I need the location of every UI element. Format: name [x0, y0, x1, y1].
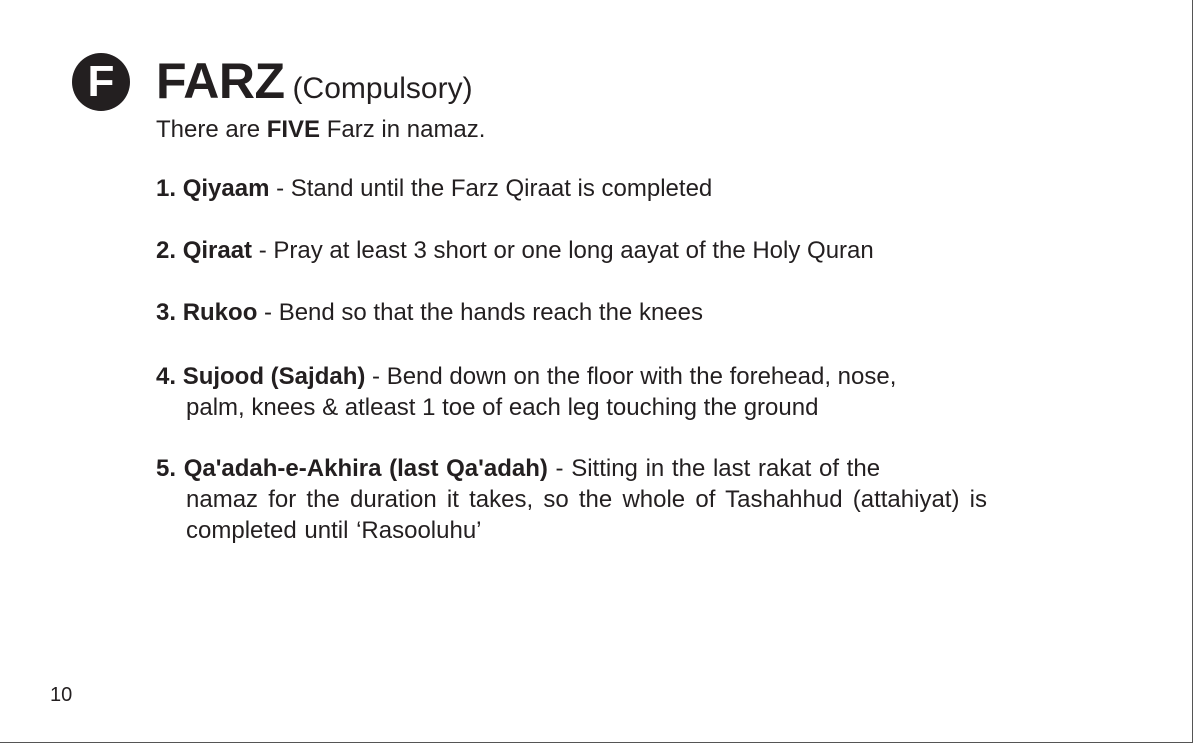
item-description-continued: namaz for the duration it takes, so the whole of Tashahhud (attahiyat) is completed until ‘Rasooluhu’: [186, 486, 987, 544]
list-item-qiyaam: [156, 173, 987, 204]
item-number: 1.: [156, 175, 177, 202]
badge-letter: F: [87, 57, 115, 106]
item-number: 3.: [156, 299, 177, 326]
item-description: - Sitting in the last rakat of the: [547, 455, 881, 482]
list-item-qiraat: [156, 235, 987, 266]
intro-after: Farz in namaz.: [320, 116, 486, 143]
item-description: - Stand until the Farz Qiraat is completed: [269, 175, 713, 202]
item-term: Sujood (Sajdah): [182, 363, 366, 390]
section-letter-badge: [72, 53, 130, 111]
item-term: Qiraat: [182, 237, 253, 264]
list-item-rukoo: [156, 297, 987, 328]
page-subtitle: (Compulsory): [292, 72, 473, 105]
page-title: FARZ: [156, 53, 285, 109]
item-description: - Bend so that the hands reach the knees: [257, 299, 703, 326]
item-description: - Pray at least 3 short or one long aayat of the Holy Quran: [252, 237, 874, 264]
item-number: 5.: [156, 455, 177, 482]
item-number: 4.: [156, 363, 177, 390]
intro-text: [156, 116, 485, 144]
item-description: - Bend down on the floor with the forehead, nose,: [365, 363, 897, 390]
intro-emphasis: FIVE: [266, 116, 321, 143]
item-term: Rukoo: [182, 299, 258, 326]
list-item-sujood: [156, 361, 987, 423]
item-number: 2.: [156, 237, 177, 264]
list-item-qaadah: [156, 453, 987, 546]
page-number: 10: [50, 684, 73, 706]
item-description-continued: palm, knees & atleast 1 toe of each leg touching the ground: [186, 394, 819, 421]
item-term: Qiyaam: [182, 175, 270, 202]
intro-before: There are: [156, 116, 267, 143]
item-term: Qa'adah-e-Akhira (last Qa'adah): [183, 455, 548, 482]
page-heading: [156, 52, 473, 110]
